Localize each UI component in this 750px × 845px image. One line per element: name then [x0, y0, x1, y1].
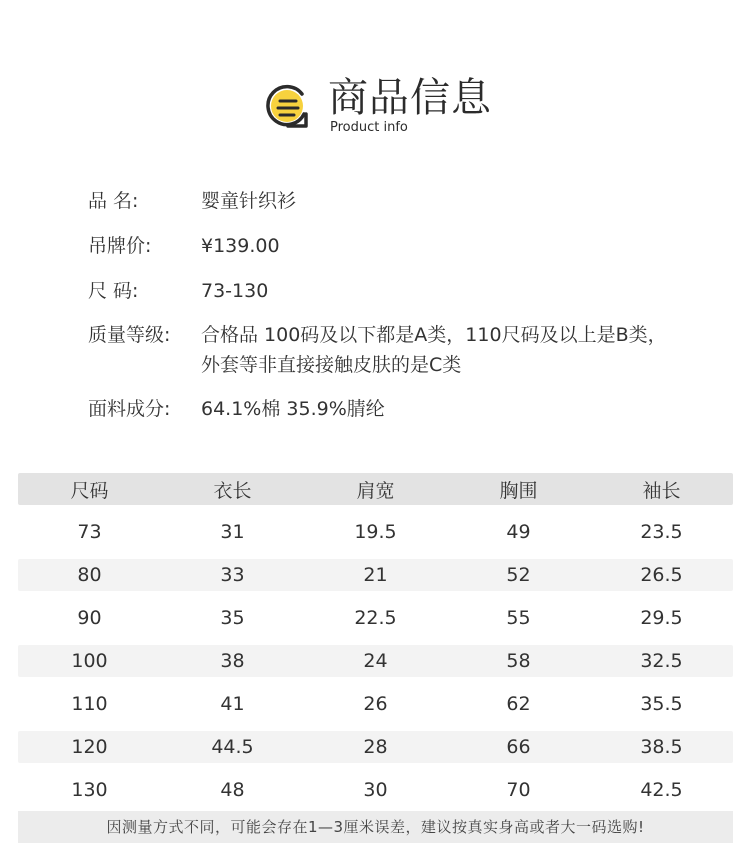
table-header-cell: 袖长: [642, 479, 681, 502]
table-cell: 42.5: [640, 779, 683, 801]
fabric-label: 面料成分:: [88, 398, 171, 420]
name-value: 婴童针织衫: [201, 190, 297, 212]
table-cell: 55: [506, 607, 531, 629]
table-cell: 66: [506, 736, 531, 758]
table-row: [18, 602, 733, 634]
price-value: ¥139.00: [201, 235, 280, 257]
table-cell: 80: [77, 564, 102, 586]
table-cell: 38.5: [640, 736, 683, 758]
table-cell: 48: [220, 779, 245, 801]
table-cell: 41: [220, 693, 245, 715]
table-cell: 19.5: [354, 521, 397, 543]
table-cell: 35.5: [640, 693, 683, 715]
table-header-cell: 衣长: [213, 479, 252, 502]
page-title: 商品信息: [328, 75, 492, 121]
table-cell: 100: [71, 650, 108, 672]
info-row-size: [88, 276, 671, 306]
table-cell: 29.5: [640, 607, 683, 629]
info-row-name: [88, 186, 671, 216]
table-cell: 26: [363, 693, 388, 715]
table-header-cell: 胸围: [499, 479, 538, 502]
table-row: [18, 559, 733, 591]
table-cell: 32.5: [640, 650, 683, 672]
size-label: 尺 码:: [88, 280, 139, 302]
table-row: [18, 731, 733, 763]
table-row: [18, 516, 733, 548]
table-cell: 70: [506, 779, 531, 801]
table-cell: 35: [220, 607, 245, 629]
table-cell: 49: [506, 521, 531, 543]
name-label: 品 名:: [88, 190, 139, 212]
grade-label: 质量等级:: [88, 324, 171, 346]
info-row-price: [88, 231, 671, 261]
document-list-icon: [262, 84, 312, 132]
measurement-note: 因测量方式不同，可能会存在1—3厘米误差，建议按真实身高或者大一码选购!: [18, 811, 733, 843]
table-cell: 26.5: [640, 564, 683, 586]
table-cell: 58: [506, 650, 531, 672]
grade-value: 合格品 100码及以下都是A类，110尺码及以上是B类，外套等非直接接触皮肤的是C类: [201, 324, 667, 376]
info-row-fabric: [88, 394, 671, 424]
table-cell: 73: [77, 521, 102, 543]
table-header-row: [18, 473, 733, 505]
table-header-cell: 肩宽: [356, 479, 395, 502]
table-cell: 44.5: [211, 736, 254, 758]
page-subtitle: Product info: [330, 120, 408, 135]
table-cell: 24: [363, 650, 388, 672]
table-cell: 52: [506, 564, 531, 586]
section-header: [262, 72, 502, 138]
table-cell: 62: [506, 693, 531, 715]
table-header-cell: 尺码: [70, 479, 109, 502]
size-value: 73-130: [201, 280, 269, 302]
table-cell: 23.5: [640, 521, 683, 543]
size-table: [18, 473, 733, 817]
table-cell: 120: [71, 736, 108, 758]
table-cell: 38: [220, 650, 245, 672]
table-cell: 90: [77, 607, 102, 629]
price-label: 吊牌价:: [88, 235, 152, 257]
table-cell: 22.5: [354, 607, 397, 629]
fabric-value: 64.1%棉 35.9%腈纶: [201, 398, 385, 420]
table-cell: 31: [220, 521, 245, 543]
table-cell: 110: [71, 693, 108, 715]
table-row: [18, 774, 733, 806]
table-cell: 33: [220, 564, 245, 586]
info-row-grade: [88, 320, 671, 380]
table-cell: 130: [71, 779, 108, 801]
table-cell: 21: [363, 564, 388, 586]
table-cell: 28: [363, 736, 388, 758]
table-row: [18, 645, 733, 677]
table-row: [18, 688, 733, 720]
table-cell: 30: [363, 779, 388, 801]
